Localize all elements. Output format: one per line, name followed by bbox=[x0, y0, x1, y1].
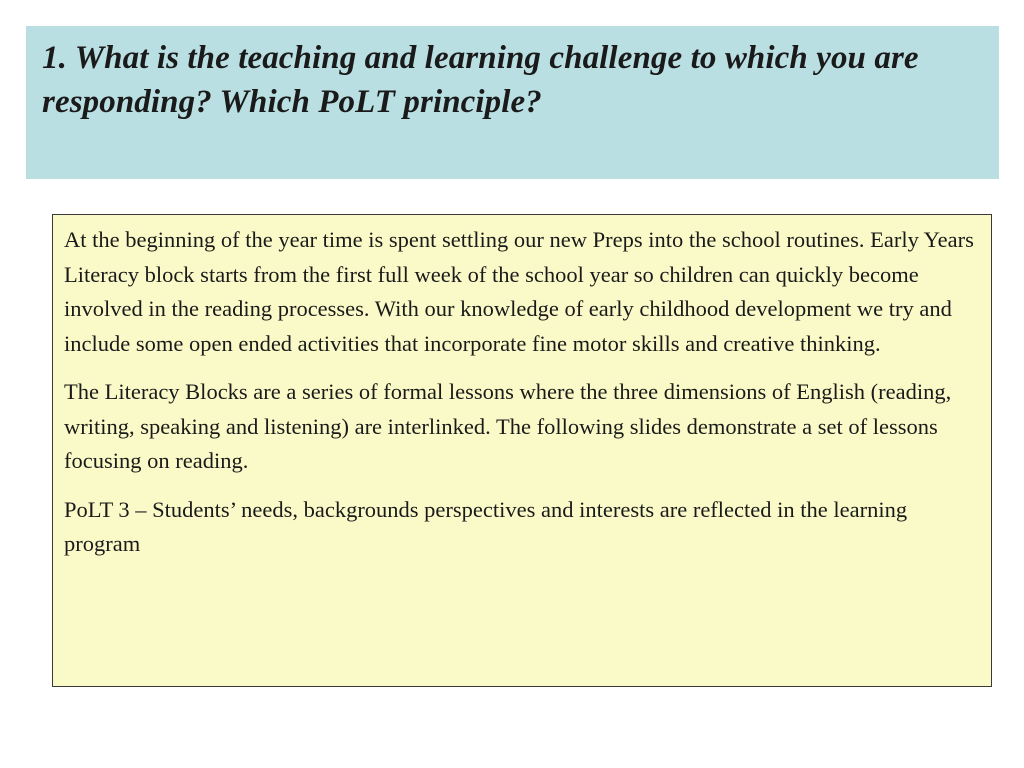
paragraph-intro: At the beginning of the year time is spent settling our new Preps into the school routines. Early Years Literacy block starts from the first full week of the school year so children can quickly become involved in the reading processes. With our knowledge of early childhood development we try and include some open ended activities that incorporate fine motor skills and creative thinking. bbox=[64, 227, 974, 356]
paragraph-polt-principle: PoLT 3 – Students’ needs, backgrounds perspectives and interests are reflected in the learning program bbox=[64, 496, 908, 556]
paragraph-literacy-blocks: The Literacy Blocks are a series of formal lessons where the three dimensions of English (reading, writing, speaking and listening) are interlinked. The following slides demonstrate a set of lessons focusing on reading. bbox=[64, 379, 952, 473]
slide-title: 1. What is the teaching and learning challenge to which you are responding? Which PoLT principle? bbox=[42, 40, 919, 120]
content-text-box bbox=[52, 214, 992, 687]
title-banner bbox=[26, 26, 999, 179]
